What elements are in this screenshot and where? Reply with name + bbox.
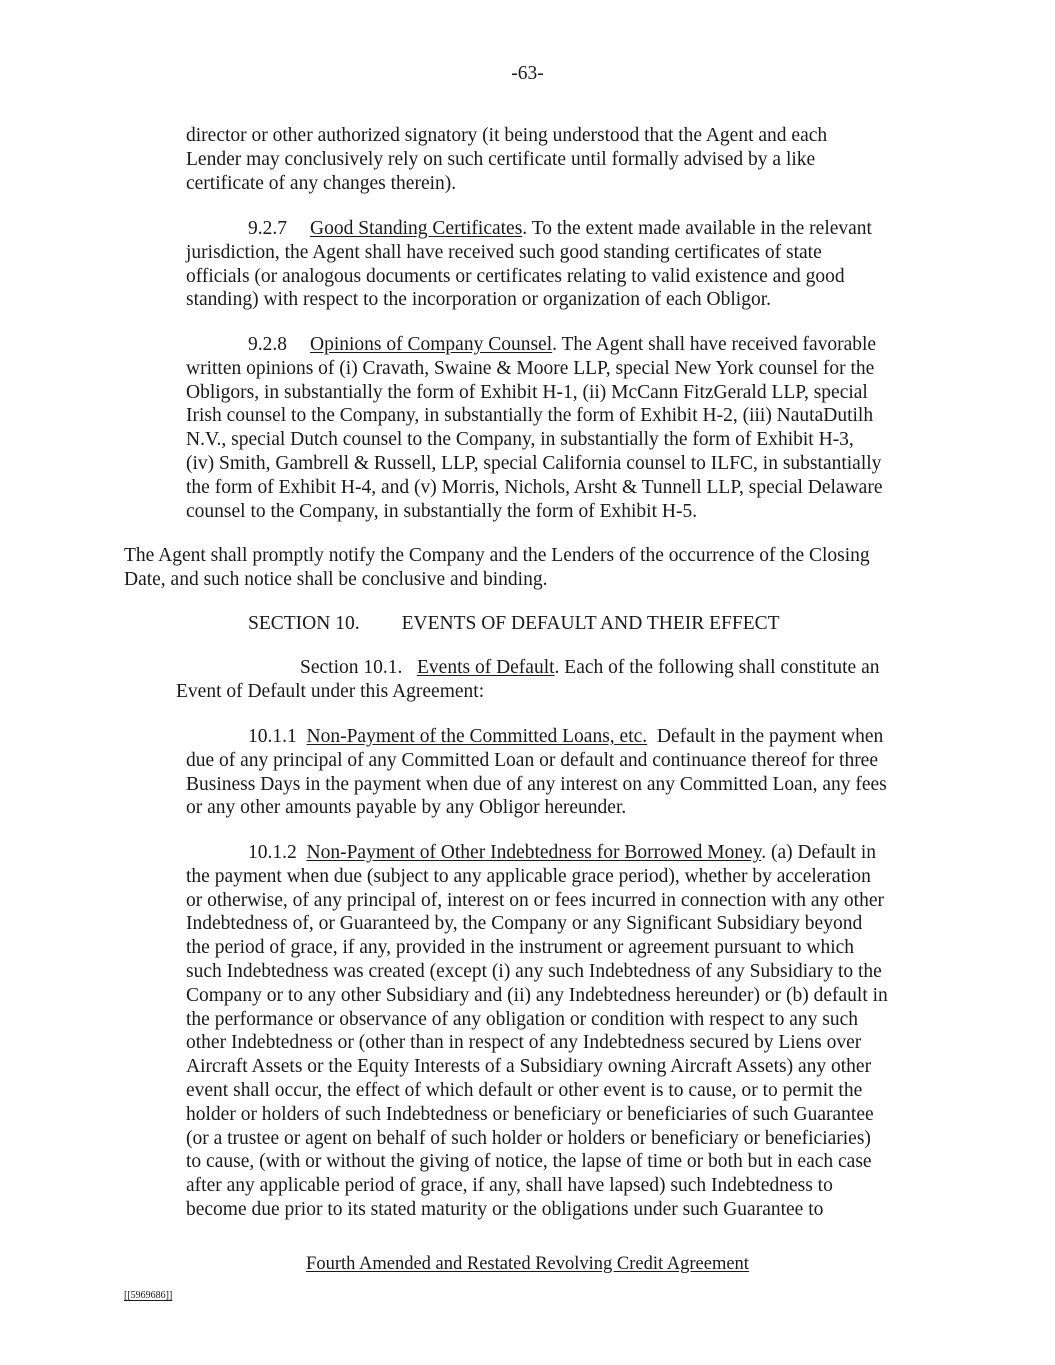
section-number: 10.1.1 xyxy=(248,726,297,747)
text-line: (iv) Smith, Gambrell & Russell, LLP, special California counsel to ILFC, in substantially xyxy=(186,452,882,474)
text-line: event shall occur, the effect of which default or other event is to cause, or to permit the xyxy=(186,1079,863,1101)
document-id-text: [[5969686]] xyxy=(124,1290,173,1301)
section-10-1 xyxy=(176,656,936,704)
text-line: The Agent shall promptly notify the Company and the Lenders of the occurrence of the Closing xyxy=(124,545,870,566)
text-line: Indebtedness of, or Guaranteed by, the Company or any Significant Subsidiary beyond xyxy=(186,913,863,935)
section-heading: Non-Payment of the Committed Loans, etc. xyxy=(306,726,648,747)
section-number: Section 10.1. xyxy=(300,657,403,678)
text-line: counsel to the Company, in substantially the form of Exhibit H-5. xyxy=(186,500,698,522)
section-10-1-1 xyxy=(186,725,936,820)
text-line: standing) with respect to the incorporation or organization of each Obligor. xyxy=(186,289,772,311)
text-line: Event of Default under this Agreement: xyxy=(176,680,485,702)
text-line: Lender may conclusively rely on such certificate until formally advised by a like xyxy=(186,148,816,170)
text-line: holder or holders of such Indebtedness or beneficiary or beneficiaries of such Guarantee xyxy=(186,1103,874,1125)
footer-document-title xyxy=(0,1253,1055,1277)
text-line: officials (or analogous documents or certificates relating to valid existence and good xyxy=(186,265,845,287)
text-line: the performance or observance of any obligation or condition with respect to any such xyxy=(186,1008,858,1030)
text-line: due of any principal of any Committed Loan or default and continuance thereof for three xyxy=(186,749,878,771)
text-line: director or other authorized signatory (it being understood that the Agent and each xyxy=(186,125,828,146)
section-heading: Opinions of Company Counsel xyxy=(310,334,553,355)
text-line: written opinions of (i) Cravath, Swaine & Moore LLP, special New York counsel for the xyxy=(186,357,875,379)
text-run: . (a) Default in xyxy=(761,842,877,863)
text-line: the payment when due (subject to any applicable grace period), whether by acceleration xyxy=(186,865,871,887)
section-heading: Non-Payment of Other Indebtedness for Borrowed Money xyxy=(306,842,762,863)
text-line: Date, and such notice shall be conclusive and binding. xyxy=(124,568,548,590)
section-number: 10.1.2 xyxy=(248,842,297,863)
text-line: Aircraft Assets or the Equity Interests of a Subsidiary owning Aircraft Assets) any other xyxy=(186,1056,872,1078)
closing-notice-paragraph xyxy=(124,544,944,592)
section-9-2-8 xyxy=(186,333,936,523)
text-line: the period of grace, if any, provided in the instrument or agreement pursuant to which xyxy=(186,937,855,959)
text-line: become due prior to its stated maturity or the obligations under such Guarantee to xyxy=(186,1198,824,1220)
section-first-line xyxy=(186,841,936,865)
section-heading: Events of Default xyxy=(417,657,555,678)
text-line: N.V., special Dutch counsel to the Company, in substantially the form of Exhibit H-3, xyxy=(186,429,854,451)
continuation-paragraph xyxy=(186,124,936,195)
section-first-line xyxy=(186,217,936,241)
text-line: to cause, (with or without the giving of notice, the lapse of time or both but in each case xyxy=(186,1151,872,1173)
document-id xyxy=(124,1290,172,1302)
section-9-2-7 xyxy=(186,217,936,312)
text-line: or otherwise, of any principal of, interest on or fees incurred in connection with any other xyxy=(186,889,884,911)
text-run: . The Agent shall have received favorable xyxy=(552,334,877,355)
page-number: -63- xyxy=(511,63,544,84)
text-line: the form of Exhibit H-4, and (v) Morris, Nichols, Arsht & Tunnell LLP, special Delaware xyxy=(186,476,883,498)
section-number: 9.2.7 xyxy=(248,218,287,239)
text-line: such Indebtedness was created (except (i) any such Indebtedness of any Subsidiary to the xyxy=(186,960,882,982)
section-10-1-2 xyxy=(186,841,936,1222)
text-line: after any applicable period of grace, if any, shall have lapsed) such Indebtedness to xyxy=(186,1175,833,1197)
text-line: certificate of any changes therein). xyxy=(186,172,457,194)
text-line: (or a trustee or agent on behalf of such holder or holders or beneficiary or beneficiaries) xyxy=(186,1127,871,1149)
footer-title-text: Fourth Amended and Restated Revolving Credit Agreement xyxy=(306,1254,749,1274)
text-line: Business Days in the payment when due of any interest on any Committed Loan, any fees xyxy=(186,773,887,795)
text-line: other Indebtedness or (other than in respect of any Indebtedness secured by Liens over xyxy=(186,1032,862,1054)
section-heading: Good Standing Certificates xyxy=(310,218,523,239)
text-line: or any other amounts payable by any Obligor hereunder. xyxy=(186,797,627,819)
text-line: Irish counsel to the Company, in substantially the form of Exhibit H-2, (iii) NautaDutilh xyxy=(186,405,874,427)
text-run: . To the extent made available in the relevant xyxy=(522,218,872,239)
text-line: Company or to any other Subsidiary and (ii) any Indebtedness hereunder) or (b) default in xyxy=(186,984,888,1006)
section-first-line xyxy=(186,725,936,749)
text-line: jurisdiction, the Agent shall have received such good standing certificates of state xyxy=(186,241,822,263)
section-number: SECTION 10. xyxy=(248,613,360,634)
section-10-heading xyxy=(248,612,780,636)
text-line: Obligors, in substantially the form of Exhibit H-1, (ii) McCann FitzGerald LLP, special xyxy=(186,381,868,403)
text-run: . Each of the following shall constitute an xyxy=(554,657,880,678)
text-run: Default in the payment when xyxy=(647,726,884,747)
section-title: EVENTS OF DEFAULT AND THEIR EFFECT xyxy=(401,613,780,634)
section-number: 9.2.8 xyxy=(248,334,287,355)
section-first-line xyxy=(176,656,936,680)
section-first-line xyxy=(186,333,936,357)
